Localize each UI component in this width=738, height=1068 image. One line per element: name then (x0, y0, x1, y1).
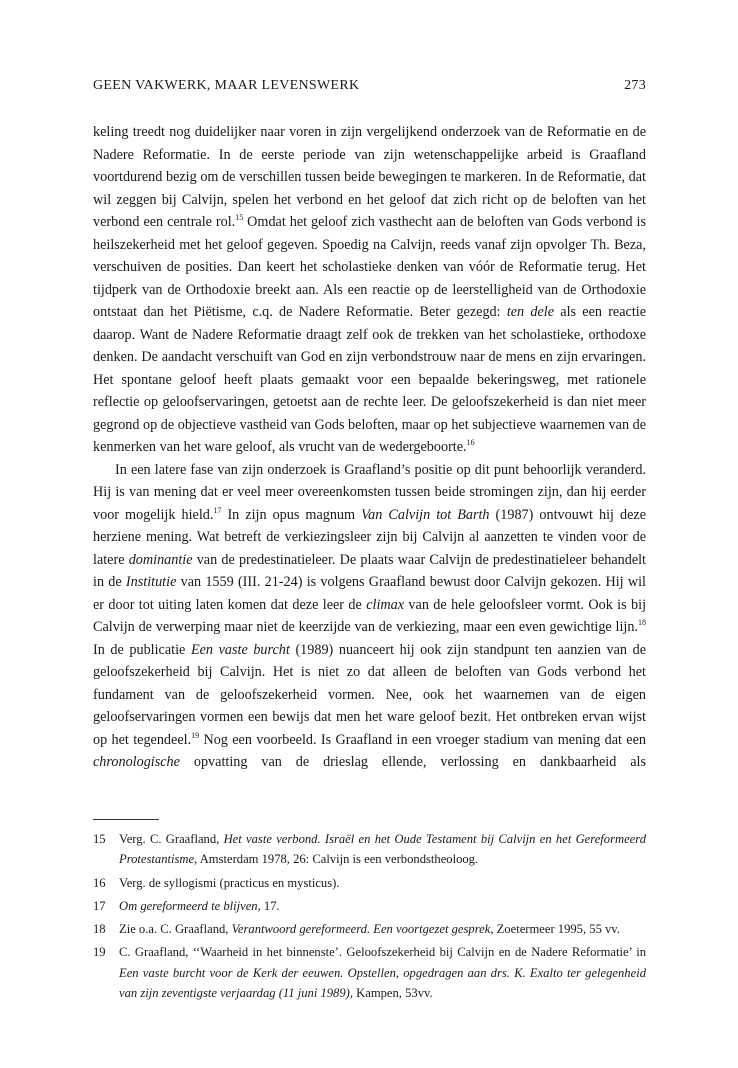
running-head (93, 78, 646, 98)
text-run: van de hele geloofsleer vormt. Ook is bij Calvijn de verwerping maar niet de keerzijde van de verkiezing, maar een even gewichtige lijn. (93, 596, 647, 635)
text-run: , Kampen, 53vv. (349, 986, 433, 1001)
text-run: van de predestinatieleer. De plaats waar Calvijn de predestinatieleer behandelt in de (93, 551, 647, 590)
text-run: , 17. (257, 898, 280, 913)
emphasis-text: chronologische (93, 754, 180, 770)
footnote-number: 16 (93, 875, 106, 890)
text-run: C. Graafland, ‘‘Waarheid in het binnenste’. Geloofszekerheid bij Calvijn en de Nadere Reformatie’ in (119, 945, 646, 960)
page-number: 273 (624, 78, 646, 93)
footnote-18 (93, 919, 646, 939)
footnote-ref-15: 15 (235, 213, 244, 222)
text-run: In zijn opus magnum (221, 506, 362, 523)
text-run: (1987) ontvouwt hij deze herziene mening. Wat betreft de verkiezingsleer zijn bij Calvijn al aanzetten te vinden voor de latere (93, 506, 646, 568)
footnote-number: 19 (93, 945, 106, 960)
text-run: In een latere fase van zijn onderzoek is Graafland’s positie op dit punt behoorlijk veranderd. Hij is van mening dat er veel meer overeenkomsten tussen beide stromingen zijn, dan hij eerder voor mogelijk hield. (93, 461, 646, 523)
footnote-19 (93, 942, 646, 1003)
footnote-text (119, 873, 646, 893)
text-run: Verg. C. Graafland, (119, 832, 224, 846)
footnote-text (119, 919, 646, 939)
text-run: , Amsterdam 1978, 26: Calvijn is een verbondstheoloog. (194, 852, 479, 867)
body-text (93, 121, 646, 774)
book-title: Een vaste burcht (190, 641, 290, 658)
footnote-text (119, 942, 646, 1003)
footnote-ref-17: 17 (213, 505, 222, 515)
emphasis-text: dominantie (128, 551, 193, 568)
book-title: Van Calvijn tot Barth (361, 506, 490, 523)
footnote-15 (93, 829, 646, 870)
footnote-number: 18 (93, 922, 106, 937)
footnote-ref-19: 19 (191, 730, 200, 740)
running-head-title: GEEN VAKWERK, MAAR LEVENSWERK (93, 78, 360, 93)
paragraph-1 (93, 121, 646, 459)
footnote-ref-18: 18 (638, 618, 646, 627)
text-run: In de publicatie (93, 641, 191, 658)
text-run: als een reactie daarop. Want de Nadere Reformatie draagt zelf ook de trekken van het scholastieke, orthodoxe denken. De aandacht verschuift van God en zijn verbondstrouw naar de mens en zijn ervaringen. Het spontane geloof heeft plaats gemaakt voor een bepaalde bekeringsweg, met rationele reflectie op geloofservaringen, getoetst aan de rechte leer. De geloofszekerheid is dan niet meer gegrond op de objectieve vastheid van Gods beloften, maar op het subjectieve waarnemen van de kenmerken van het ware geloof, als vrucht van de wedergeboorte. (93, 304, 647, 455)
emphasis-text: ten dele (506, 304, 555, 320)
footnote-separator (93, 819, 159, 820)
text-run: Verg. de syllogismi (practicus en mysticus). (119, 875, 340, 890)
paragraph-2 (93, 459, 646, 774)
footnote-16 (93, 873, 646, 893)
footnote-ref-16: 16 (466, 438, 475, 447)
text-run: , Zoetermeer 1995, 55 vv. (490, 922, 620, 937)
footnotes (93, 829, 646, 1006)
text-run: Omdat het geloof zich vasthecht aan de beloften van Gods verbond is heilszekerheid met het geloof gegeven. Spoedig na Calvijn, reeds vanaf zijn opvolger Th. Beza, verschuiven de posities. Dan keert het scholastieke denken van vóór de Reformatie terug. Het tijdperk van de Orthodoxie breekt aan. Als een reactie op de leerstelligheid van de Orthodoxie ontstaat dan het Piëtisme, c.q. de Nadere Reformatie. Beter gezegd: (93, 214, 646, 320)
footnote-17 (93, 896, 646, 916)
footnote-text (119, 896, 646, 916)
book-title: Verantwoord gereformeerd. Een voortgezet gesprek (231, 922, 491, 937)
book-title: Een vaste burcht voor de Kerk der eeuwen. Opstellen, opgedragen aan drs. K. Exalto ter gelegenheid van zijn zeventigste verjaardag (11 juni 1989) (119, 965, 646, 1001)
text-run: van 1559 (III. 21-24) is volgens Graafland bewust door Calvijn gekozen. Hij wil er door tot uiting laten komen dat deze leer de (93, 574, 646, 613)
emphasis-text: climax (366, 596, 405, 613)
text-run: keling treedt nog duidelijker naar voren in zijn vergelijkend onderzoek van de Reformatie en de Nadere Reformatie. In de eerste periode van zijn wetenschappelijke arbeid is Graafland voortdurend bezig om de verschillen tussen beide bewegingen te markeren. In de Reformatie, dat wil zeggen bij Calvijn, spelen het verbond en het geloof dat zich richt op de beloften van het verbond een centrale rol. (93, 124, 646, 230)
book-title: Institutie (125, 574, 177, 590)
text-run: Nog een voorbeeld. Is Graafland in een vroeger stadium van mening dat een (199, 731, 646, 748)
book-title: Het vaste verbond. Israël en het Oude Testament bij Calvijn en het Gereformeerd Protestantisme (119, 832, 646, 867)
text-run: opvatting van de drieslag ellende, verlossing en dankbaarheid als (179, 754, 646, 770)
text-run: Zie o.a. C. Graafland, (119, 922, 232, 937)
footnote-number: 17 (93, 898, 106, 913)
footnote-text (119, 829, 646, 870)
footnote-number: 15 (93, 832, 106, 846)
book-title: Om gereformeerd te blijven (119, 898, 258, 913)
text-run: (1989) nuanceert hij ook zijn standpunt ten aanzien van de geloofszekerheid bij Calvijn. Het is niet zo dat alleen de beloften van Gods verbond het fundament van de geloofszekerheid vormen. Nee, ook het waarnemen van de eigen geloofservaringen vormen een bewijs dat men het ware geloof bezit. Het ontbreken ervan wijst op het tegendeel. (93, 641, 646, 748)
